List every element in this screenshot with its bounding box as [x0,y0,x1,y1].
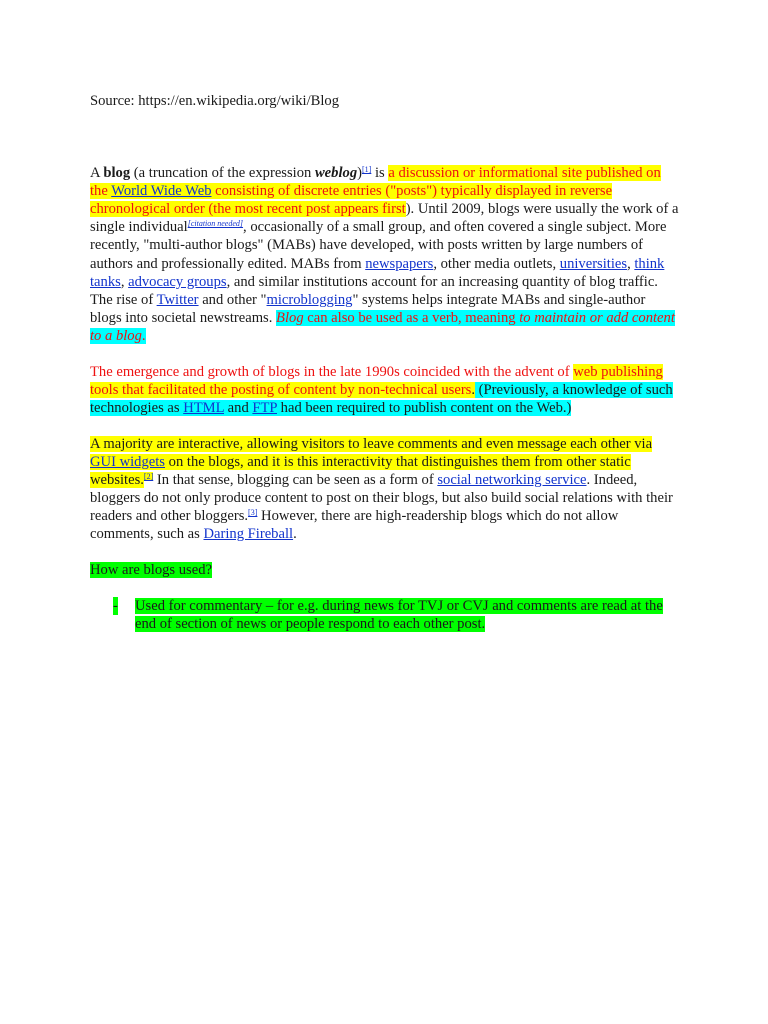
text-run-24: " systems helps integrate MABs and single-author blogs into societal newstreams. [90,291,646,326]
text-run-9: consisting of discrete entries ("posts") typically displayed in reverse chronological order (the most recent post appears first [90,183,613,218]
text-run-5: and [224,399,253,416]
newspapers-link[interactable]: newspapers [365,255,434,272]
text-run-2: (a truncation of the expression [130,165,315,182]
text-run-0: A majority are interactive, allowing visitors to leave comments and even message each other via [90,435,653,452]
text-run-26: can also be used as a verb, meaning [303,309,520,326]
section-heading-text: How are blogs used? [90,561,212,578]
text-run-6: . Indeed, bloggers do not only produce content to post on their blogs, but also build social relations with their readers and other bloggers. [90,471,673,525]
text-run-10: . [293,526,297,543]
text-run-0: The emergence and growth of blogs in the late 1990s coincided with the advent of [90,363,574,380]
text-run-1: blog [103,165,131,182]
citation-needed-link[interactable]: [citation needed] [187,219,244,229]
universities-link[interactable]: universities [559,255,628,272]
text-run-14: , other media outlets, [433,255,560,272]
text-run-7: had been required to publish content on the Web.) [277,399,572,416]
twitter-link[interactable]: Twitter [156,291,199,308]
document-page [90,92,680,633]
text-run-8: However, there are high-readership blogs which do not allow comments, such as [90,508,619,543]
text-run-12: , occasionally of a small group, and often covered a single subject. More recently, "multi-author blogs" (MABs) have developed, with posts written by large numbers of authors and professionally edited. MABs from [90,219,667,272]
think-tanks-link[interactable]: think tanks [90,255,665,290]
source-line: Source: https://en.wikipedia.org/wiki/Blog [90,93,340,109]
text-run-28: . [141,327,146,344]
world-wide-web-link[interactable]: World Wide Web [111,183,212,200]
text-run-3: weblog [314,165,358,182]
ftp-link[interactable]: FTP [252,399,278,416]
text-run-27: to maintain or add content to a blog [90,309,675,344]
bullet-text: Used for commentary – for e.g. during news for TVJ or CVJ and comments are read at the end of section of news or people respond to each other post. [135,597,663,632]
section-heading [90,561,680,579]
text-run-16: , [627,255,635,272]
html-link[interactable]: HTML [183,399,225,416]
text-run-1: web publishing tools that facilitated the posting of content by non-technical users [90,363,663,398]
text-run-10: ). Until 2009, blogs were usually the work of a single individual [90,201,679,236]
text-run-22: and other " [198,291,267,308]
text-run-4: In that sense, blogging can be seen as a form of [153,471,438,488]
text-run-7: a discussion or informational site published on the [90,165,661,200]
citation-3-link[interactable]: [3] [248,508,258,518]
text-run-18: , [120,273,129,290]
gui-widgets-link[interactable]: GUI widgets [90,453,165,470]
paragraph-interactivity [90,435,680,544]
daring-fireball-link[interactable]: Daring Fireball [203,526,294,543]
social-networking-service-link[interactable]: social networking service [437,471,587,488]
advocacy-groups-link[interactable]: advocacy groups [128,273,227,290]
citation-1-link[interactable]: [1] [362,165,372,175]
text-run-6: is [371,165,389,182]
text-run-4: ) [357,165,362,182]
microblogging-link[interactable]: microblogging [266,291,353,308]
bullet-mark: - [113,597,118,614]
bullet-item [90,597,680,633]
paragraph-definition [90,164,680,345]
paragraph-emergence [90,363,680,417]
text-run-2: . [471,381,476,398]
text-run-0: A [90,165,104,182]
text-run-20: , and similar institutions account for an increasing quantity of blog traffic. The rise of [90,273,658,308]
citation-2-link[interactable]: [2] [143,471,154,481]
text-run-3: (Previously, a knowledge of such technologies as [90,381,673,416]
text-run-2: on the blogs, and it is this interactivity that distinguishes them from other static websites. [90,453,631,488]
text-run-25: Blog [276,309,304,326]
